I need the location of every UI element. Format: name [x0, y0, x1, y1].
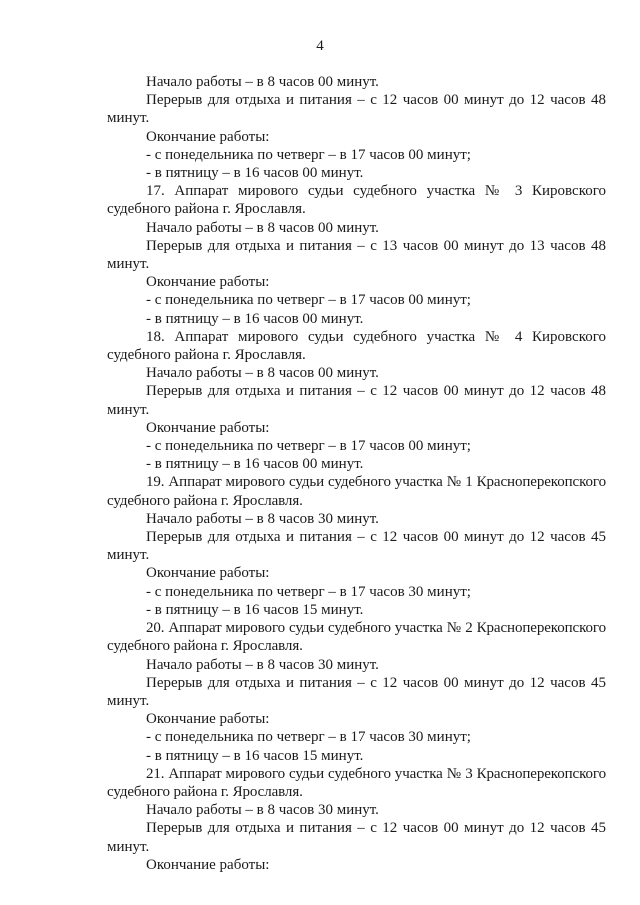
paragraph: Начало работы – в 8 часов 00 минут.	[146, 74, 379, 90]
paragraph: Начало работы – в 8 часов 00 минут.	[146, 219, 379, 236]
paragraph: - с понедельника по четверг – в 17 часов 30 минут;	[146, 583, 471, 600]
paragraph: 19. Аппарат мирового судьи судебного участка № 1 Красноперекопского судебного района г. Ярославля.	[107, 474, 606, 509]
paragraph: Окончание работы:	[146, 711, 270, 728]
paragraph: - в пятницу – в 16 часов 00 минут.	[146, 165, 364, 182]
paragraph: 21. Аппарат мирового судьи судебного участка № 3 Красноперекопского судебного района г. Ярославля.	[107, 765, 606, 800]
paragraph: 17. Аппарат мирового судьи судебного участка № 3 Кировского судебного района г. Ярославля.	[107, 183, 606, 218]
paragraph: Перерыв для отдыха и питания – с 13 часов 00 минут до 13 часов 48 минут.	[107, 237, 606, 273]
paragraph: - в пятницу – в 16 часов 00 минут.	[146, 310, 364, 327]
paragraph: Перерыв для отдыха и питания – с 12 часов 00 минут до 12 часов 48 минут.	[107, 92, 606, 127]
paragraph: - в пятницу – в 16 часов 15 минут.	[146, 601, 364, 618]
paragraph: Перерыв для отдыха и питания – с 12 часов 00 минут до 12 часов 45 минут.	[107, 529, 606, 564]
paragraph: - в пятницу – в 16 часов 00 минут.	[146, 456, 364, 473]
paragraph: - с понедельника по четверг – в 17 часов 30 минут;	[146, 729, 471, 746]
paragraph: 18. Аппарат мирового судьи судебного участка № 4 Кировского судебного района г. Ярославля.	[107, 328, 606, 364]
paragraph: Начало работы – в 8 часов 30 минут.	[146, 656, 379, 673]
paragraph: Начало работы – в 8 часов 30 минут.	[146, 802, 379, 819]
paragraph: Начало работы – в 8 часов 30 минут.	[146, 510, 379, 527]
paragraph: Окончание работы:	[146, 419, 270, 436]
paragraph: Окончание работы:	[146, 274, 270, 291]
paragraph: - в пятницу – в 16 часов 15 минут.	[146, 747, 364, 764]
paragraph: Окончание работы:	[146, 128, 270, 145]
paragraph: - с понедельника по четверг – в 17 часов 00 минут;	[146, 438, 471, 455]
paragraph: Окончание работы:	[146, 565, 270, 582]
paragraph: - с понедельника по четверг – в 17 часов 00 минут;	[146, 146, 471, 163]
document-body	[107, 73, 606, 874]
paragraph: - с понедельника по четверг – в 17 часов 00 минут;	[146, 292, 471, 309]
page-number: 4	[316, 38, 324, 54]
paragraph: Перерыв для отдыха и питания – с 12 часов 00 минут до 12 часов 45 минут.	[107, 820, 606, 855]
paragraph: Перерыв для отдыха и питания – с 12 часов 00 минут до 12 часов 48 минут.	[107, 383, 606, 418]
paragraph: 20. Аппарат мирового судьи судебного участка № 2 Красноперекопского судебного района г. Ярославля.	[107, 620, 606, 655]
paragraph: Окончание работы:	[146, 856, 270, 873]
paragraph: Начало работы – в 8 часов 00 минут.	[146, 365, 379, 382]
paragraph: Перерыв для отдыха и питания – с 12 часов 00 минут до 12 часов 45 минут.	[107, 674, 606, 709]
